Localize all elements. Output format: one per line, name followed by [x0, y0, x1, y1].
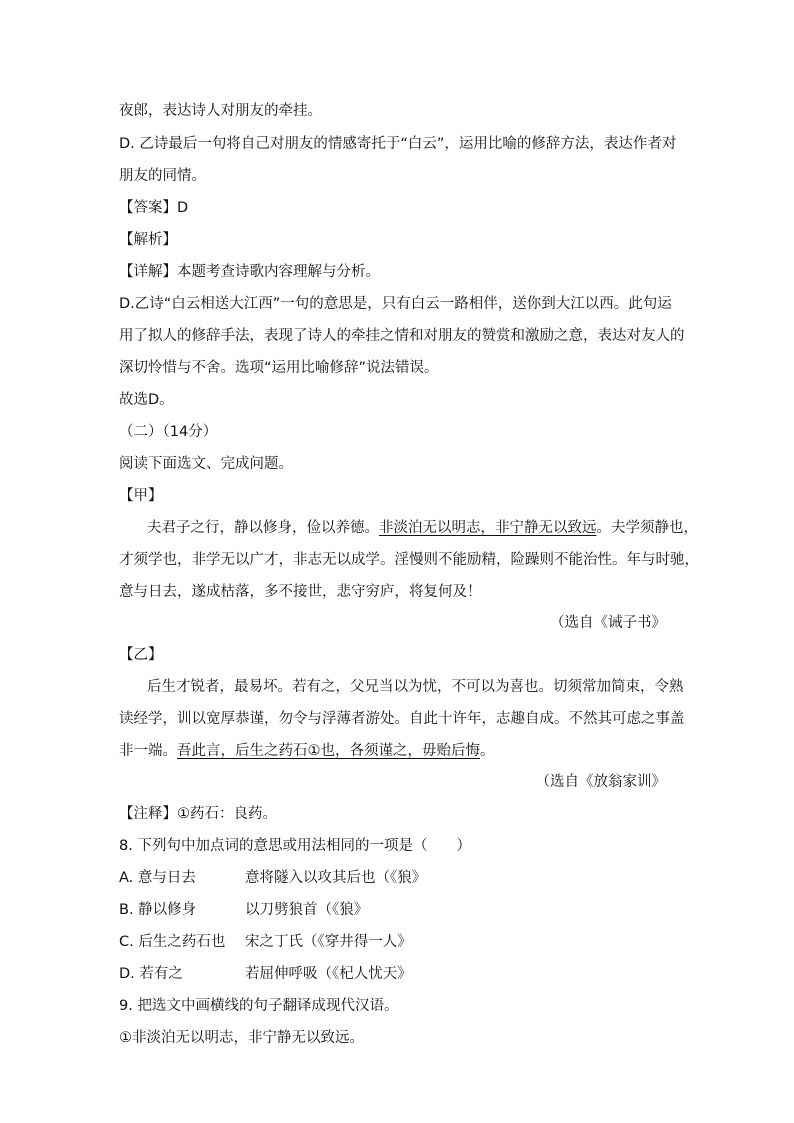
passage-yi-line: 后生才锐者，最易坏。若有之，父兄当以为忧，不可以为喜也。切须常加简束，令熟 — [147, 679, 684, 695]
option-label: B. 静以修身 — [119, 902, 197, 918]
passage-text: 夫君子之行，静以修身，俭以养德。 — [147, 520, 379, 536]
text-line: 阅读下面选文、完成问题。 — [119, 456, 293, 472]
option-label: A. 意与日去 — [119, 870, 196, 886]
text-line: 用了拟人的修辞手法，表现了诗人的牵挂之情和对朋友的赞赏和激励之意，表达对友人的 — [119, 328, 685, 344]
underlined-sentence: 吾此言，后生之药石①也，各须谨之，毋贻后悔 — [177, 743, 480, 759]
source-citation: （选自《放翁家训》 — [535, 774, 666, 790]
passage-text: 。 — [480, 743, 495, 759]
passage-jia-line — [147, 518, 698, 538]
passage-text: 。夫学须静也， — [596, 520, 698, 536]
option-compare: 宋之丁氏（《穿井得一人》 — [245, 934, 412, 950]
passage-text: 非一端。 — [119, 743, 177, 759]
option-label: C. 后生之药石也 — [119, 934, 226, 950]
answer-label: 【答案】D — [119, 200, 189, 216]
underlined-sentence: 非淡泊无以明志，非宁静无以致远 — [379, 520, 597, 536]
text-line: D. 乙诗最后一句将自己对朋友的情感寄托于“白云”，运用比喻的修辞方法，表达作者对 — [119, 136, 677, 152]
passage-label-jia: 【甲】 — [119, 488, 163, 504]
option-compare: 以刀劈狼首（《狼》 — [245, 902, 369, 918]
question-option — [119, 964, 412, 984]
option-compare: 意将隧入以攻其后也（《狼》 — [245, 870, 427, 886]
source-citation: （选自《诫子书》 — [550, 615, 666, 631]
question-9-stem: 9. 把选文中画横线的句子翻译成现代汉语。 — [119, 998, 399, 1014]
question-9-item: ①非淡泊无以明志，非宁静无以致远。 — [119, 1030, 364, 1046]
analysis-label: 【解析】 — [119, 232, 177, 248]
annotation: 【注释】①药石：良药。 — [119, 806, 277, 822]
text-line: 朋友的同情。 — [119, 168, 206, 184]
section-heading: （二）（14分） — [119, 424, 218, 440]
question-option — [119, 900, 368, 920]
question-option — [119, 932, 412, 952]
passage-yi-line — [119, 741, 495, 761]
text-line: D.乙诗“白云相送大江西”一句的意思是，只有白云一路相伴，送你到大江以西。此句运 — [119, 296, 672, 312]
text-line: 故选D。 — [119, 392, 174, 408]
text-line: 夜郎，表达诗人对朋友的牵挂。 — [119, 103, 322, 119]
text-line: 深切怜惜与不舍。选项“运用比喻修辞”说法错误。 — [119, 360, 439, 376]
option-label: D. 若有之 — [119, 966, 183, 982]
question-option — [119, 868, 426, 888]
passage-label-yi: 【乙】 — [119, 647, 163, 663]
passage-jia-line: 意与日去，遂成枯落，多不接世，悲守穷庐，将复何及！ — [119, 584, 482, 600]
option-compare: 若屈伸呼吸（《杞人忧天》 — [245, 966, 412, 982]
question-8-stem: 8. 下列句中加点词的意思或用法相同的一项是（ ） — [119, 838, 471, 854]
passage-yi-line: 读经学，训以宽厚恭谨，勿令与浮薄者游处。自此十许年，志趣自成。不然其可虑之事盖 — [119, 711, 685, 727]
passage-jia-line: 才须学也，非学无以广才，非志无以成学。淫慢则不能励精，险躁则不能治性。年与时驰， — [119, 552, 699, 568]
text-line: 【详解】本题考查诗歌内容理解与分析。 — [119, 264, 380, 280]
